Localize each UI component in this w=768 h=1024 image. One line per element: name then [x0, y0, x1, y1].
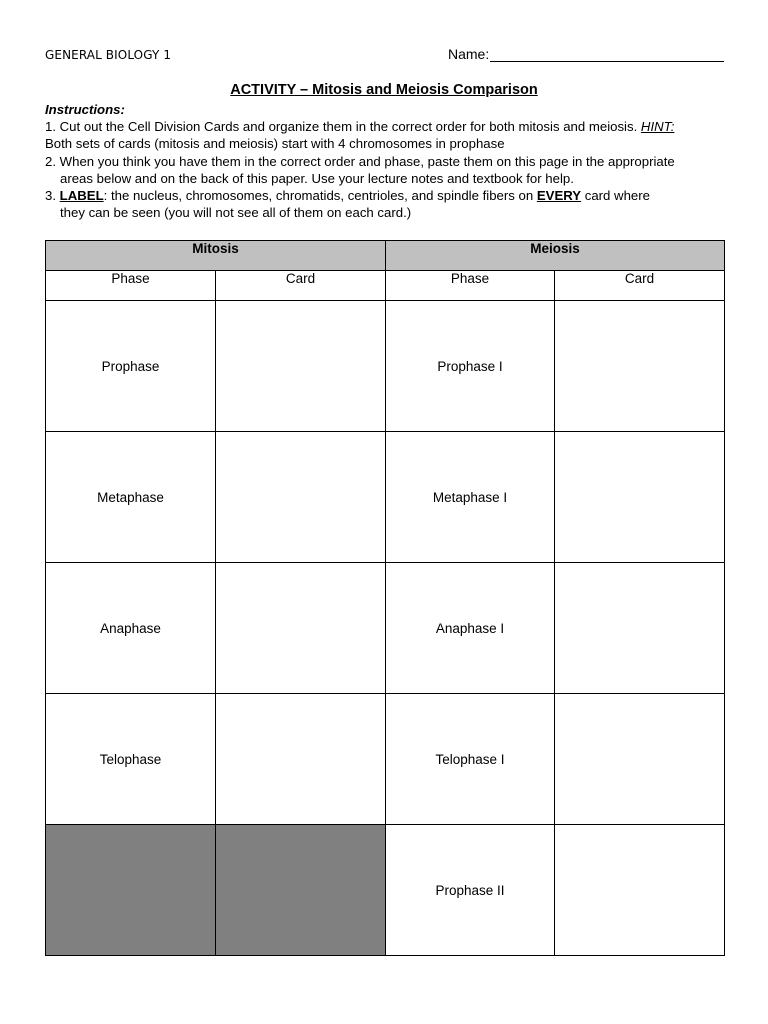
mitosis-phase-cell: Telophase — [46, 694, 216, 825]
mitosis-shaded-cell — [216, 825, 386, 956]
mitosis-card-cell[interactable] — [216, 563, 386, 694]
course-name: GENERAL BIOLOGY 1 — [45, 48, 172, 62]
mitosis-card-cell[interactable] — [216, 301, 386, 432]
meiosis-phase-cell: Telophase I — [386, 694, 555, 825]
meiosis-card-cell[interactable] — [555, 432, 725, 563]
instruction-item-1-cont: Both sets of cards (mitosis and meiosis) start with 4 chromosomes in prophase — [45, 136, 505, 152]
mitosis-phase-cell: Prophase — [46, 301, 216, 432]
instruction-item-3-cont: they can be seen (you will not see all of them on each card.) — [60, 205, 412, 221]
meiosis-phase-cell: Metaphase I — [386, 432, 555, 563]
mitosis-shaded-cell — [46, 825, 216, 956]
mitosis-phase-column-header: Phase — [46, 271, 216, 301]
meiosis-card-cell[interactable] — [555, 563, 725, 694]
comparison-table — [45, 240, 725, 956]
group-header-row — [46, 241, 725, 271]
table-row — [46, 432, 725, 563]
meiosis-phase-cell: Anaphase I — [386, 563, 555, 694]
table-row — [46, 563, 725, 694]
mitosis-card-cell[interactable] — [216, 694, 386, 825]
meiosis-card-cell[interactable] — [555, 825, 725, 956]
meiosis-phase-cell: Prophase I — [386, 301, 555, 432]
name-blank-line[interactable] — [490, 47, 724, 62]
instruction-item-2-cont: areas below and on the back of this paper. Use your lecture notes and textbook for help. — [60, 170, 574, 186]
instruction-item-3 — [45, 187, 725, 204]
instruction-3-prefix: 3. — [45, 188, 60, 204]
name-label: Name: — [448, 46, 490, 62]
instruction-item-1 — [45, 118, 725, 135]
meiosis-card-cell[interactable] — [555, 301, 725, 432]
mitosis-header: Mitosis — [46, 241, 386, 271]
instructions-block — [45, 101, 725, 221]
every-keyword: EVERY — [536, 188, 582, 204]
meiosis-card-cell[interactable] — [555, 694, 725, 825]
column-header-row — [46, 271, 725, 301]
hint-label: HINT: — [640, 119, 675, 135]
name-field — [448, 46, 724, 62]
instruction-3-end: card where — [581, 188, 650, 204]
mitosis-card-column-header: Card — [216, 271, 386, 301]
page-title: ACTIVITY – Mitosis and Meiosis Comparison — [230, 82, 538, 98]
mitosis-phase-cell: Anaphase — [46, 563, 216, 694]
meiosis-phase-column-header: Phase — [386, 271, 555, 301]
table-row — [46, 825, 725, 956]
mitosis-phase-cell: Metaphase — [46, 432, 216, 563]
instruction-1-text: 1. Cut out the Cell Division Cards and organize them in the correct order for both mitosis and meiosis. — [45, 119, 641, 135]
table-row — [46, 301, 725, 432]
instruction-3-mid: : the nucleus, chromosomes, chromatids, centrioles, and spindle fibers on — [103, 188, 537, 204]
instructions-heading: Instructions: — [45, 102, 125, 117]
mitosis-card-cell[interactable] — [216, 432, 386, 563]
meiosis-card-column-header: Card — [555, 271, 725, 301]
instruction-item-2: 2. When you think you have them in the correct order and phase, paste them on this page in the appropriate — [45, 153, 675, 169]
label-keyword: LABEL — [59, 188, 104, 204]
meiosis-header: Meiosis — [386, 241, 725, 271]
table-row — [46, 694, 725, 825]
meiosis-phase-cell: Prophase II — [386, 825, 555, 956]
